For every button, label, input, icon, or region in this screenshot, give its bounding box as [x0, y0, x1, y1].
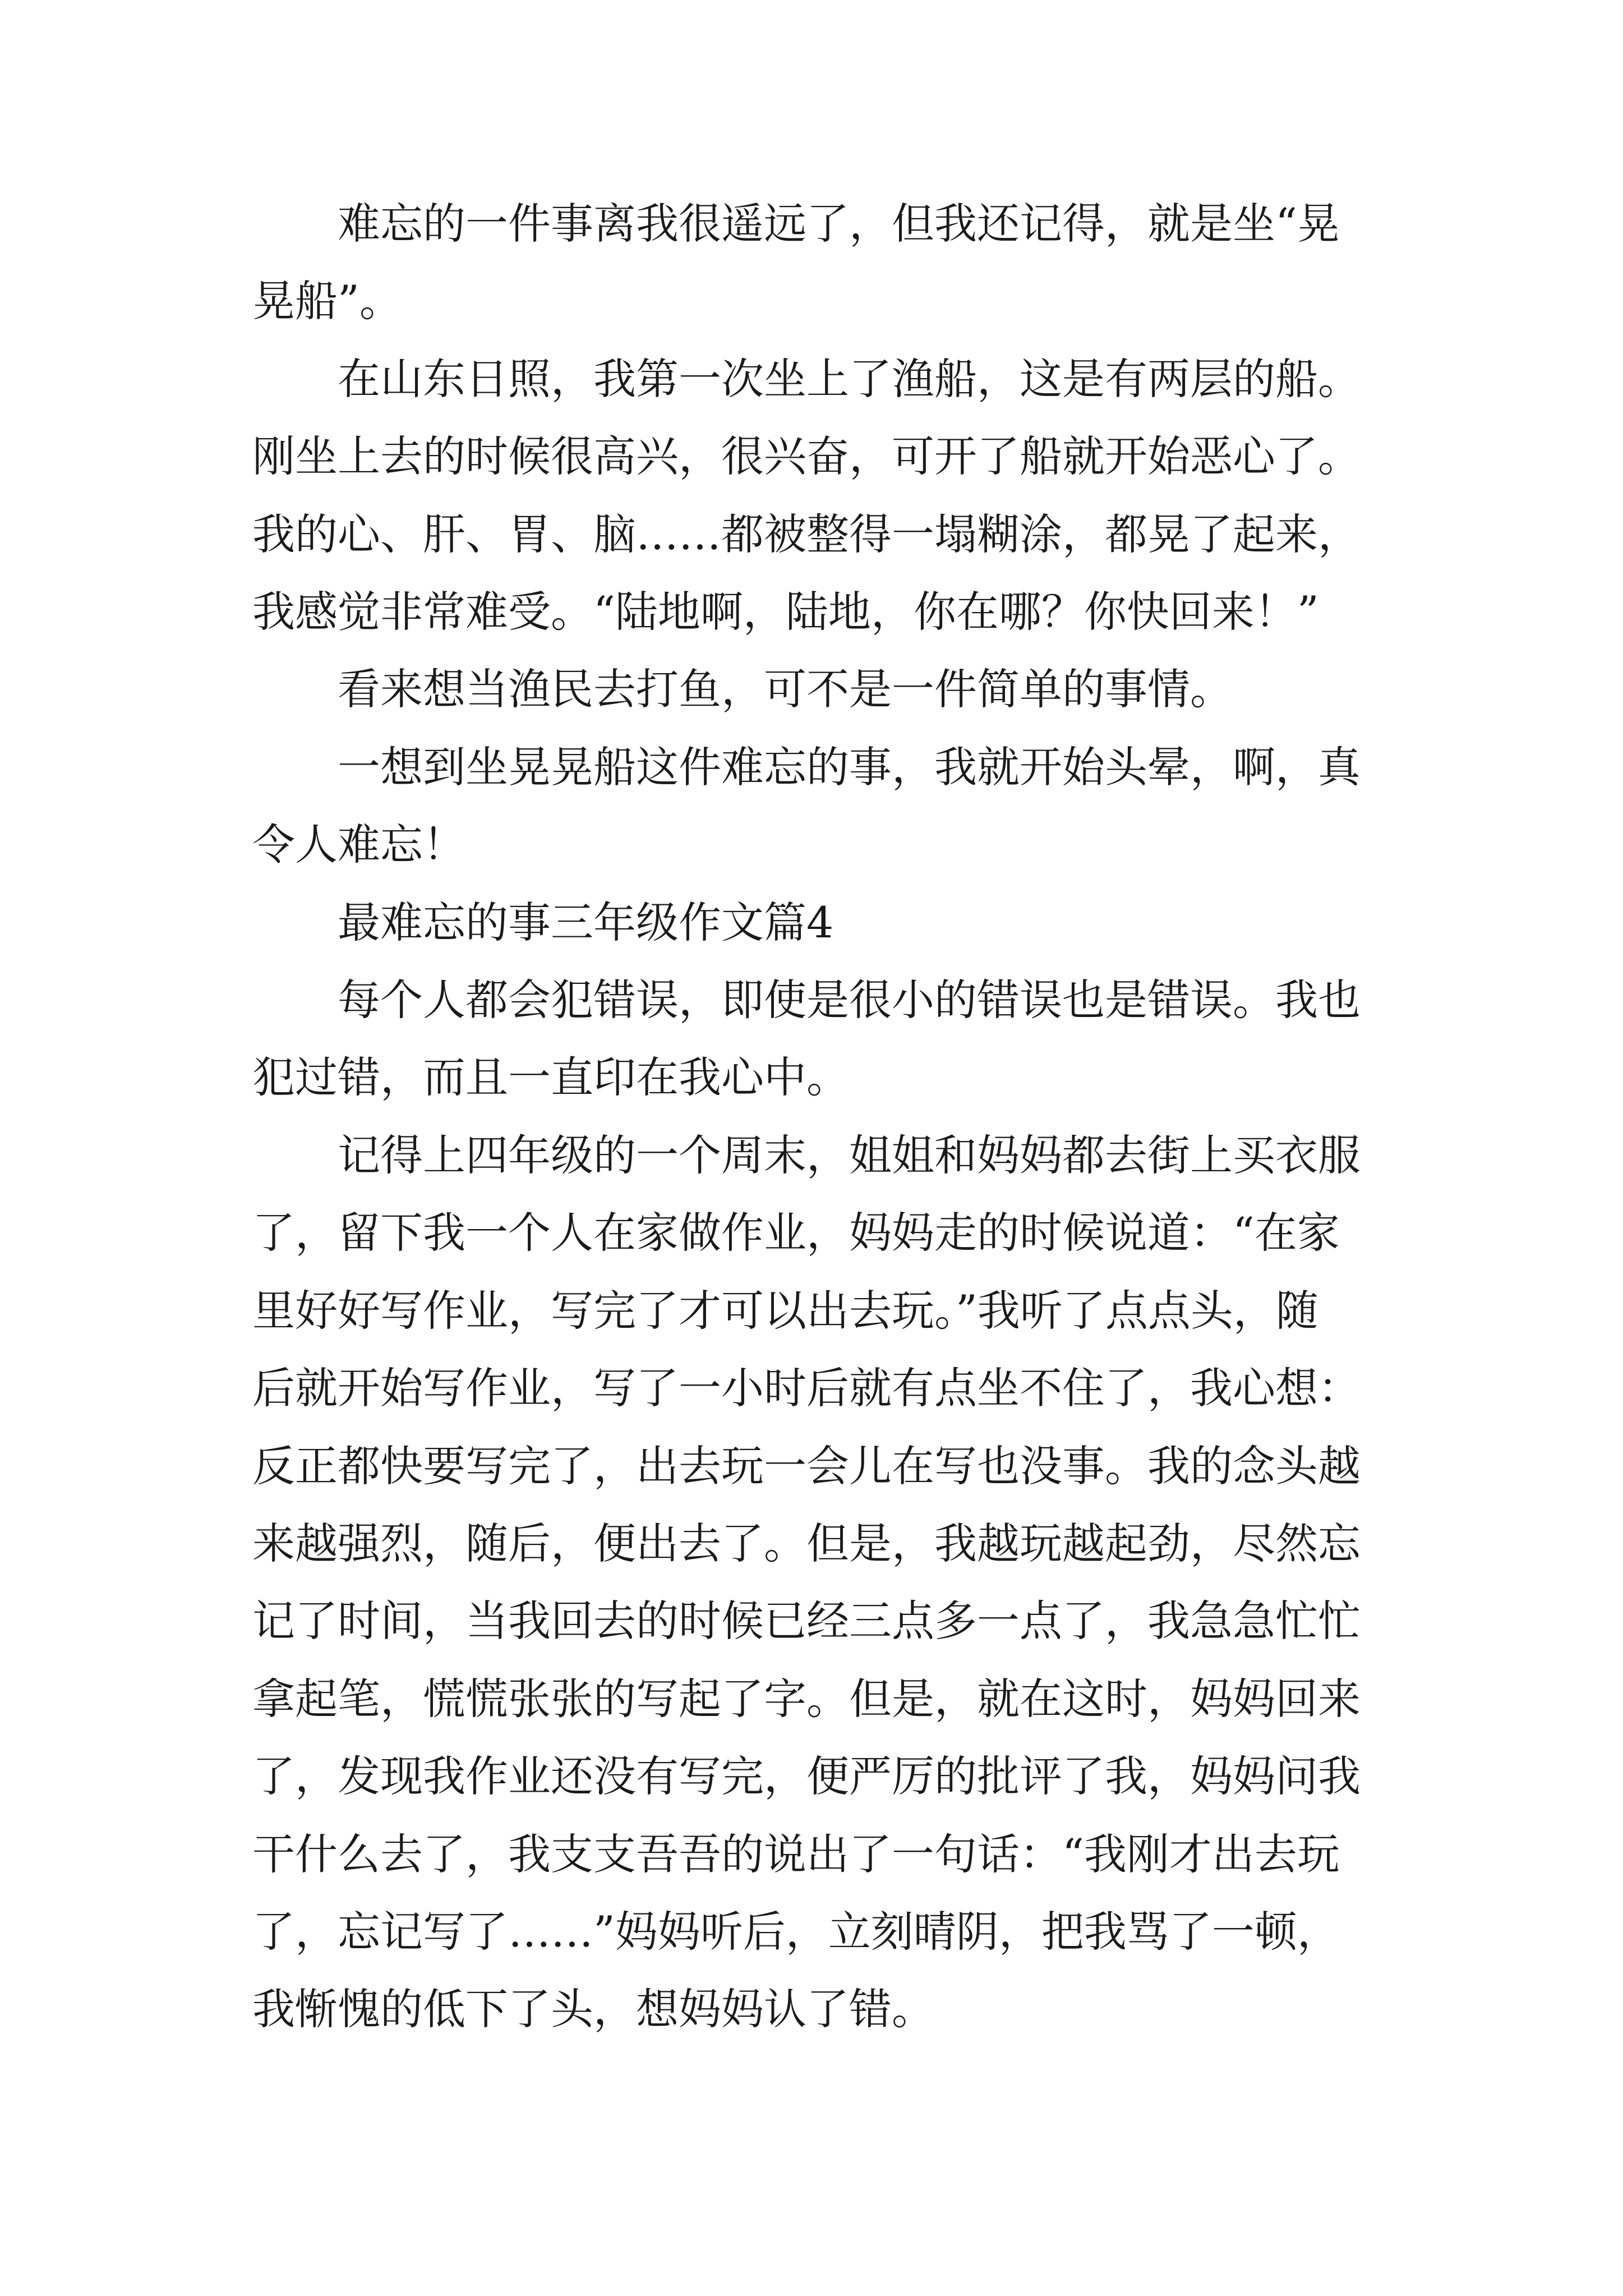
document-body [252, 185, 1380, 2049]
text-line: 记得上四年级的一个周末，姐姐和妈妈都去街上买衣服 [338, 1130, 1361, 1180]
text-line: 难忘的一件事离我很遥远了，但我还记得，就是坐“晃 [338, 199, 1340, 249]
paragraph [252, 185, 1380, 341]
text-line: 拿起笔，慌慌张张的写起了字。但是，就在这时，妈妈回来 [252, 1673, 1361, 1724]
text-line: 了，留下我一个人在家做作业，妈妈走的时候说道：“在家 [252, 1208, 1340, 1258]
text-line: 晃船”。 [252, 276, 402, 326]
text-line: 来越强烈，随后，便出去了。但是，我越玩越起劲，尽然忘 [252, 1518, 1361, 1568]
text-line: 刚坐上去的时候很高兴，很兴奋，可开了船就开始恶心了。 [252, 431, 1361, 482]
text-line: 记了时间，当我回去的时候已经三点多一点了，我急急忙忙 [252, 1596, 1361, 1646]
section-heading: 最难忘的事三年级作文篇4 [338, 897, 834, 947]
text-line: 反正都快要写完了，出去玩一会儿在写也没事。我的念头越 [252, 1441, 1361, 1491]
text-line: 我的心、肝、胃、脑……都被整得一塌糊涂，都晃了起来， [252, 509, 1361, 559]
text-line: 干什么去了，我支支吾吾的说出了一句话：“我刚才出去玩 [252, 1829, 1340, 1879]
paragraph [252, 961, 1380, 1117]
text-line: 一想到坐晃晃船这件难忘的事，我就开始头晕，啊，真 [338, 742, 1361, 792]
paragraph [252, 1117, 1380, 2049]
text-line: 了，发现我作业还没有写完，便严厉的批评了我，妈妈问我 [252, 1751, 1361, 1802]
text-line: 里好好写作业，写完了才可以出去玩。”我听了点点头，随 [252, 1285, 1318, 1336]
text-line: 令人难忘！ [252, 820, 465, 870]
paragraph [252, 729, 1380, 884]
text-line: 每个人都会犯错误，即使是很小的错误也是错误。我也 [338, 975, 1361, 1025]
text-line: 我惭愧的低下了头，想妈妈认了错。 [252, 1984, 934, 2035]
text-line: 犯过错，而且一直印在我心中。 [252, 1052, 849, 1103]
text-line: 看来想当渔民去打鱼，可不是一件简单的事情。 [338, 664, 1233, 715]
text-line: 了，忘记写了……”妈妈听后，立刻晴阴，把我骂了一顿， [252, 1906, 1340, 1957]
text-line: 后就开始写作业，写了一小时后就有点坐不住了，我心想： [252, 1363, 1361, 1414]
paragraph [252, 341, 1380, 651]
text-line: 我感觉非常难受。“陆地啊，陆地，你在哪？你快回来！” [252, 587, 1319, 637]
text-line: 在山东日照，我第一次坐上了渔船，这是有两层的船。 [338, 353, 1361, 404]
paragraph [252, 651, 1380, 728]
